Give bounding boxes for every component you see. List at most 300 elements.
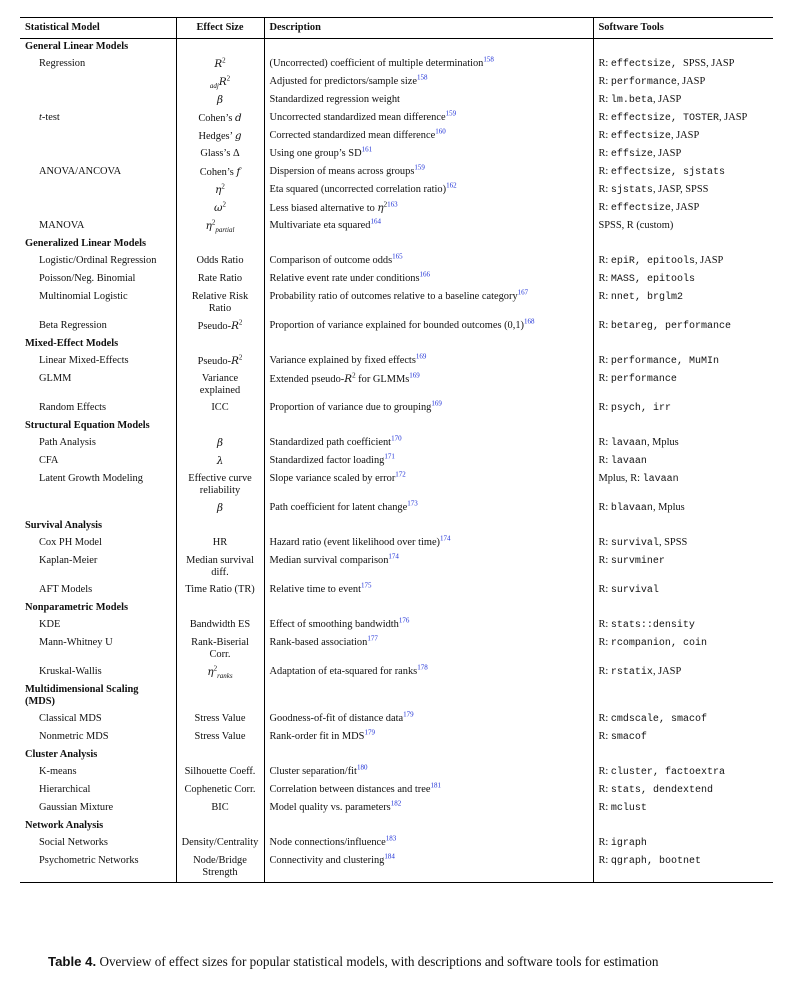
description-cell xyxy=(264,582,593,600)
description-text: Adaptation of eta-squared for ranks xyxy=(269,666,418,677)
software-tools-cell xyxy=(593,617,773,635)
tools-text: Mplus, R: xyxy=(598,473,643,484)
effect-size-cell: Relative Risk Ratio xyxy=(176,289,264,318)
empty-cell xyxy=(264,600,593,617)
package-name: effectsize xyxy=(610,59,671,70)
package-name: lavaan xyxy=(642,474,679,485)
tools-text: R: xyxy=(598,255,611,266)
reference-number: 178 xyxy=(417,663,428,672)
software-tools-cell xyxy=(593,318,773,336)
empty-cell xyxy=(264,418,593,435)
effect-size-cell: Node/Bridge Strength xyxy=(176,853,264,883)
table-row xyxy=(20,635,773,664)
empty-cell xyxy=(176,682,264,711)
reference-number: 158 xyxy=(483,55,494,64)
effect-size-cell: Density/Centrality xyxy=(176,835,264,853)
model-cell: Latent Growth Modeling xyxy=(20,471,176,500)
tools-text: , Mplus xyxy=(646,437,679,448)
description-cell xyxy=(264,110,593,128)
table-row xyxy=(20,110,773,128)
model-cell: Linear Mixed-Effects xyxy=(20,353,176,371)
tools-text: R: xyxy=(598,373,611,384)
tools-text: , Mplus xyxy=(652,502,685,513)
model-cell: Hierarchical xyxy=(20,782,176,800)
package-name: smacof xyxy=(610,732,647,743)
package-name: , xyxy=(634,292,647,303)
package-name: sjstats xyxy=(610,185,653,196)
description-text: Eta squared (uncorrected correlation ratio) xyxy=(269,184,447,195)
tools-text: R: xyxy=(598,713,611,724)
description-text: Rank-based association xyxy=(269,637,368,648)
package-name: nnet xyxy=(610,292,635,303)
effect-size-cell: Rank-Biserial Corr. xyxy=(176,635,264,664)
description-cell xyxy=(264,371,593,400)
description-text: Model quality vs. parameters xyxy=(269,802,391,813)
software-tools-cell xyxy=(593,835,773,853)
description-cell xyxy=(264,74,593,92)
package-name: , xyxy=(652,321,665,332)
tools-text: R: xyxy=(598,355,611,366)
table-row xyxy=(20,453,773,471)
table-row xyxy=(20,782,773,800)
package-name: stats::density xyxy=(610,620,695,631)
empty-cell xyxy=(593,336,773,353)
empty-cell xyxy=(593,818,773,835)
package-name: sjstats xyxy=(682,167,725,178)
effect-size-cell: $\eta^2_{partial}$ xyxy=(176,218,264,236)
model-cell: Poisson/Neg. Binomial xyxy=(20,271,176,289)
header-description: Description xyxy=(264,18,593,39)
software-tools-cell xyxy=(593,635,773,664)
model-cell: MANOVA xyxy=(20,218,176,236)
table-caption xyxy=(48,954,768,970)
package-name: lavaan xyxy=(610,456,647,467)
model-cell: CFA xyxy=(20,453,176,471)
header-software-tools: Software Tools xyxy=(593,18,773,39)
reference-number: 174 xyxy=(388,552,399,561)
effect-size-cell: $R^2$ xyxy=(176,56,264,74)
model-cell: Cox PH Model xyxy=(20,535,176,553)
description-cell xyxy=(264,128,593,146)
table-row xyxy=(20,617,773,635)
tools-text: , JASP xyxy=(652,148,682,159)
tools-text: R: xyxy=(598,94,611,105)
table-row xyxy=(20,553,773,582)
tools-text: SPSS, R (custom) xyxy=(598,220,674,231)
package-name: lavaan xyxy=(610,438,647,449)
description-cell xyxy=(264,253,593,271)
header-statistical-model: Statistical Model xyxy=(20,18,176,39)
package-name: , xyxy=(658,714,671,725)
table-header-row xyxy=(20,18,773,39)
empty-cell xyxy=(176,747,264,764)
software-tools-cell xyxy=(593,289,773,318)
reference-number: 176 xyxy=(398,616,410,625)
reference-number: 173 xyxy=(407,499,418,508)
tools-text: R: xyxy=(598,584,611,595)
empty-cell xyxy=(176,236,264,253)
caption-label: Table 4. xyxy=(48,954,97,969)
model-cell xyxy=(20,182,176,200)
package-name: effectsize xyxy=(610,113,671,124)
effect-size-cell: Median survival diff. xyxy=(176,553,264,582)
package-name: , xyxy=(670,167,683,178)
description-text: Variance explained by fixed effects xyxy=(269,355,416,366)
description-cell xyxy=(264,400,593,418)
package-name: cmdscale xyxy=(610,714,659,725)
empty-cell xyxy=(593,682,773,711)
description-text: Cluster separation/fit xyxy=(269,766,357,777)
package-name: performance xyxy=(610,77,677,88)
package-name: effectsize xyxy=(610,203,671,214)
effect-size-cell: Cohen’s f xyxy=(176,164,264,182)
description-text: Proportion of variance due to grouping xyxy=(269,402,432,413)
software-tools-cell xyxy=(593,146,773,164)
model-cell xyxy=(20,92,176,110)
effect-size-cell: Hedges’ g xyxy=(176,128,264,146)
model-cell: Social Networks xyxy=(20,835,176,853)
table-row xyxy=(20,92,773,110)
table-row xyxy=(20,253,773,271)
description-text: (Uncorrected) coefficient of multiple determination xyxy=(269,58,484,69)
tools-text: R: xyxy=(598,666,611,677)
section-header-row xyxy=(20,39,773,57)
package-name: performance xyxy=(610,356,677,367)
effect-size-cell: ICC xyxy=(176,400,264,418)
table-row xyxy=(20,318,773,336)
description-cell xyxy=(264,353,593,371)
model-cell: ANOVA/ANCOVA xyxy=(20,164,176,182)
reference-number: 169 xyxy=(409,371,420,380)
model-cell xyxy=(20,500,176,518)
reference-number: 161 xyxy=(361,145,373,154)
effect-size-cell: β xyxy=(176,500,264,518)
package-name: irr xyxy=(652,403,671,414)
description-cell xyxy=(264,435,593,453)
software-tools-cell xyxy=(593,764,773,782)
tools-text: R: xyxy=(598,784,611,795)
software-tools-cell xyxy=(593,711,773,729)
model-cell: Random Effects xyxy=(20,400,176,418)
description-cell xyxy=(264,729,593,747)
effect-size-cell: HR xyxy=(176,535,264,553)
model-cell: KDE xyxy=(20,617,176,635)
description-text: Uncorrected standardized mean difference xyxy=(269,112,446,123)
description-text: Dispersion of means across groups xyxy=(269,166,415,177)
package-name: smacof xyxy=(670,714,707,725)
tools-text: SPSS xyxy=(682,58,707,69)
package-name: survival xyxy=(610,585,659,596)
reference-number: 158 xyxy=(416,73,428,82)
reference-number: 177 xyxy=(367,634,378,643)
package-name: survminer xyxy=(610,556,665,567)
reference-number: 183 xyxy=(385,834,397,843)
description-text: Standardized path coefficient xyxy=(269,437,392,448)
reference-number: 169 xyxy=(415,352,427,361)
package-name: epitools xyxy=(646,274,695,285)
package-name: , xyxy=(640,785,653,796)
empty-cell xyxy=(593,418,773,435)
package-name: lm.beta xyxy=(610,95,653,106)
reference-number: 179 xyxy=(364,728,375,737)
effect-size-cell: Time Ratio (TR) xyxy=(176,582,264,600)
empty-cell xyxy=(264,518,593,535)
software-tools-cell xyxy=(593,353,773,371)
tools-text: R: xyxy=(598,58,611,69)
package-name: , xyxy=(652,767,665,778)
description-text: Correlation between distances and tree xyxy=(269,784,431,795)
section-header-row xyxy=(20,336,773,353)
table-row xyxy=(20,800,773,818)
software-tools-cell xyxy=(593,218,773,236)
description-text: Node connections/influence xyxy=(269,837,386,848)
description-text: Path coefficient for latent change xyxy=(269,502,408,513)
description-cell xyxy=(264,635,593,664)
empty-cell xyxy=(176,39,264,57)
description-text: Probability ratio of outcomes relative to a baseline category xyxy=(269,291,518,302)
description-text: Adjusted for predictors/sample size xyxy=(269,76,417,87)
description-text: Less biased alternative to $\eta^2$ xyxy=(269,200,388,214)
model-cell: Kaplan-Meier xyxy=(20,553,176,582)
tools-text: , JASP, SPSS xyxy=(652,184,709,195)
table-row xyxy=(20,664,773,682)
empty-cell xyxy=(176,418,264,435)
table-row xyxy=(20,128,773,146)
effect-size-cell: λ xyxy=(176,453,264,471)
empty-cell xyxy=(264,818,593,835)
description-cell xyxy=(264,853,593,883)
package-name: survival xyxy=(610,538,659,549)
package-name: stats xyxy=(610,785,641,796)
description-text: Connectivity and clustering xyxy=(269,855,385,866)
reference-number: 174 xyxy=(440,534,451,543)
reference-number: 159 xyxy=(414,163,425,172)
reference-number: 184 xyxy=(384,852,395,861)
effect-size-table xyxy=(20,17,773,883)
table-row xyxy=(20,853,773,883)
description-cell xyxy=(264,289,593,318)
package-name: cluster xyxy=(610,767,653,778)
effect-size-cell: Bandwidth ES xyxy=(176,617,264,635)
section-title: General Linear Models xyxy=(20,39,176,57)
table-row xyxy=(20,182,773,200)
model-cell: GLMM xyxy=(20,371,176,400)
table-row xyxy=(20,500,773,518)
effect-size-cell: $\eta^2_{ranks}$ xyxy=(176,664,264,682)
table-row xyxy=(20,535,773,553)
software-tools-cell xyxy=(593,110,773,128)
package-name: TOSTER xyxy=(682,113,719,124)
empty-cell xyxy=(264,682,593,711)
reference-number: 168 xyxy=(524,317,535,326)
reference-number: 180 xyxy=(356,763,368,772)
effect-size-cell: Stress Value xyxy=(176,711,264,729)
software-tools-cell xyxy=(593,582,773,600)
package-name: , xyxy=(634,256,647,267)
model-cell: K-means xyxy=(20,764,176,782)
reference-number: 172 xyxy=(395,470,406,479)
package-name: igraph xyxy=(610,838,647,849)
empty-cell xyxy=(593,600,773,617)
caption-text: Overview of effect sizes for popular statistical models, with descriptions and software tools for estimation xyxy=(99,954,659,969)
effect-size-cell: Cohen’s d xyxy=(176,110,264,128)
description-cell xyxy=(264,835,593,853)
tools-text: , JASP xyxy=(652,666,682,677)
empty-cell xyxy=(176,818,264,835)
reference-number: 163 xyxy=(387,200,398,209)
effect-size-cell: Pseudo-$R^2$ xyxy=(176,353,264,371)
package-name: , xyxy=(676,356,689,367)
tools-text: R: xyxy=(598,291,611,302)
package-name: effsize xyxy=(610,149,653,160)
tools-text: R: xyxy=(598,437,611,448)
effect-size-cell: Rate Ratio xyxy=(176,271,264,289)
software-tools-cell xyxy=(593,853,773,883)
description-cell xyxy=(264,453,593,471)
table-row xyxy=(20,835,773,853)
package-name: blavaan xyxy=(610,503,653,514)
table-row xyxy=(20,582,773,600)
tools-text: R: xyxy=(598,837,611,848)
table-row xyxy=(20,56,773,74)
section-header-row xyxy=(20,747,773,764)
model-cell: Path Analysis xyxy=(20,435,176,453)
tools-text: R: xyxy=(598,76,611,87)
description-cell xyxy=(264,271,593,289)
package-name: epiR xyxy=(610,256,635,267)
table-row xyxy=(20,371,773,400)
section-title: Multidimensional Scaling (MDS) xyxy=(20,682,176,711)
description-cell xyxy=(264,318,593,336)
empty-cell xyxy=(264,39,593,57)
empty-cell xyxy=(176,336,264,353)
table-row xyxy=(20,289,773,318)
tools-text: R: xyxy=(598,148,611,159)
tools-text: R: xyxy=(598,802,611,813)
table-row xyxy=(20,200,773,218)
model-cell: Psychometric Networks xyxy=(20,853,176,883)
model-cell xyxy=(20,128,176,146)
effect-size-cell: $\omega^2$ xyxy=(176,200,264,218)
reference-number: 182 xyxy=(390,799,402,808)
tools-text: , SPSS xyxy=(658,537,688,548)
table-row xyxy=(20,711,773,729)
description-text: Proportion of variance explained for bounded outcomes (0,1) xyxy=(269,320,524,331)
empty-cell xyxy=(593,518,773,535)
reference-number: 171 xyxy=(384,452,395,461)
tools-text: R: xyxy=(598,402,611,413)
package-name: , xyxy=(646,856,659,867)
package-name: qgraph xyxy=(610,856,647,867)
description-text: Slope variance scaled by error xyxy=(269,473,396,484)
tools-text: , JASP xyxy=(670,130,700,141)
section-header-row xyxy=(20,518,773,535)
section-title: Nonparametric Models xyxy=(20,600,176,617)
tools-text: , JASP xyxy=(706,58,735,69)
package-name: coin xyxy=(682,638,707,649)
description-text: Comparison of outcome odds xyxy=(269,255,393,266)
software-tools-cell xyxy=(593,164,773,182)
tools-text: , JASP xyxy=(652,94,682,105)
reference-number: 169 xyxy=(431,399,442,408)
table-row xyxy=(20,435,773,453)
tools-text: R: xyxy=(598,273,611,284)
model-cell xyxy=(20,200,176,218)
empty-cell xyxy=(176,600,264,617)
description-text: Goodness-of-fit of distance data xyxy=(269,713,404,724)
effect-size-cell: Effective curve reliability xyxy=(176,471,264,500)
software-tools-cell xyxy=(593,800,773,818)
description-text: Multivariate eta squared xyxy=(269,220,371,231)
software-tools-cell xyxy=(593,782,773,800)
empty-cell xyxy=(264,747,593,764)
software-tools-cell xyxy=(593,400,773,418)
package-name: MuMIn xyxy=(688,356,719,367)
description-cell xyxy=(264,92,593,110)
description-cell xyxy=(264,200,593,218)
section-header-row xyxy=(20,600,773,617)
model-cell xyxy=(20,74,176,92)
effect-size-cell: $_{adj}R^2$ xyxy=(176,74,264,92)
description-cell xyxy=(264,471,593,500)
model-cell: Nonmetric MDS xyxy=(20,729,176,747)
description-cell xyxy=(264,164,593,182)
software-tools-cell xyxy=(593,92,773,110)
tools-text: R: xyxy=(598,320,611,331)
tools-text: R: xyxy=(598,731,611,742)
model-cell: Kruskal-Wallis xyxy=(20,664,176,682)
package-name: MASS xyxy=(610,274,635,285)
tools-text: R: xyxy=(598,555,611,566)
package-name: performance xyxy=(610,374,677,385)
tools-text: R: xyxy=(598,166,611,177)
effect-size-cell: β xyxy=(176,92,264,110)
reference-number: 164 xyxy=(370,217,381,226)
tools-text: R: xyxy=(598,502,611,513)
software-tools-cell xyxy=(593,471,773,500)
section-title: Cluster Analysis xyxy=(20,747,176,764)
package-name: brglm2 xyxy=(646,292,683,303)
package-name: rstatix xyxy=(610,667,653,678)
package-name: , xyxy=(670,638,683,649)
package-name: effectsize xyxy=(610,167,671,178)
software-tools-cell xyxy=(593,253,773,271)
reference-number: 181 xyxy=(430,781,441,790)
reference-number: 160 xyxy=(435,127,446,136)
section-title: Network Analysis xyxy=(20,818,176,835)
package-name: betareg xyxy=(610,321,653,332)
tools-text: R: xyxy=(598,455,611,466)
reference-number: 162 xyxy=(446,181,457,190)
table-row xyxy=(20,164,773,182)
empty-cell xyxy=(593,747,773,764)
reference-number: 165 xyxy=(392,252,403,261)
table-row xyxy=(20,764,773,782)
software-tools-cell xyxy=(593,56,773,74)
model-cell: Mann-Whitney U xyxy=(20,635,176,664)
software-tools-cell xyxy=(593,553,773,582)
effect-size-cell: Pseudo-$R^2$ xyxy=(176,318,264,336)
description-text: Extended pseudo-$R^2$ for GLMMs xyxy=(269,371,410,385)
software-tools-cell xyxy=(593,500,773,518)
package-name: rcompanion xyxy=(610,638,671,649)
description-cell xyxy=(264,500,593,518)
model-cell: Classical MDS xyxy=(20,711,176,729)
package-name: , xyxy=(670,113,683,124)
software-tools-cell xyxy=(593,453,773,471)
description-cell xyxy=(264,182,593,200)
software-tools-cell xyxy=(593,664,773,682)
